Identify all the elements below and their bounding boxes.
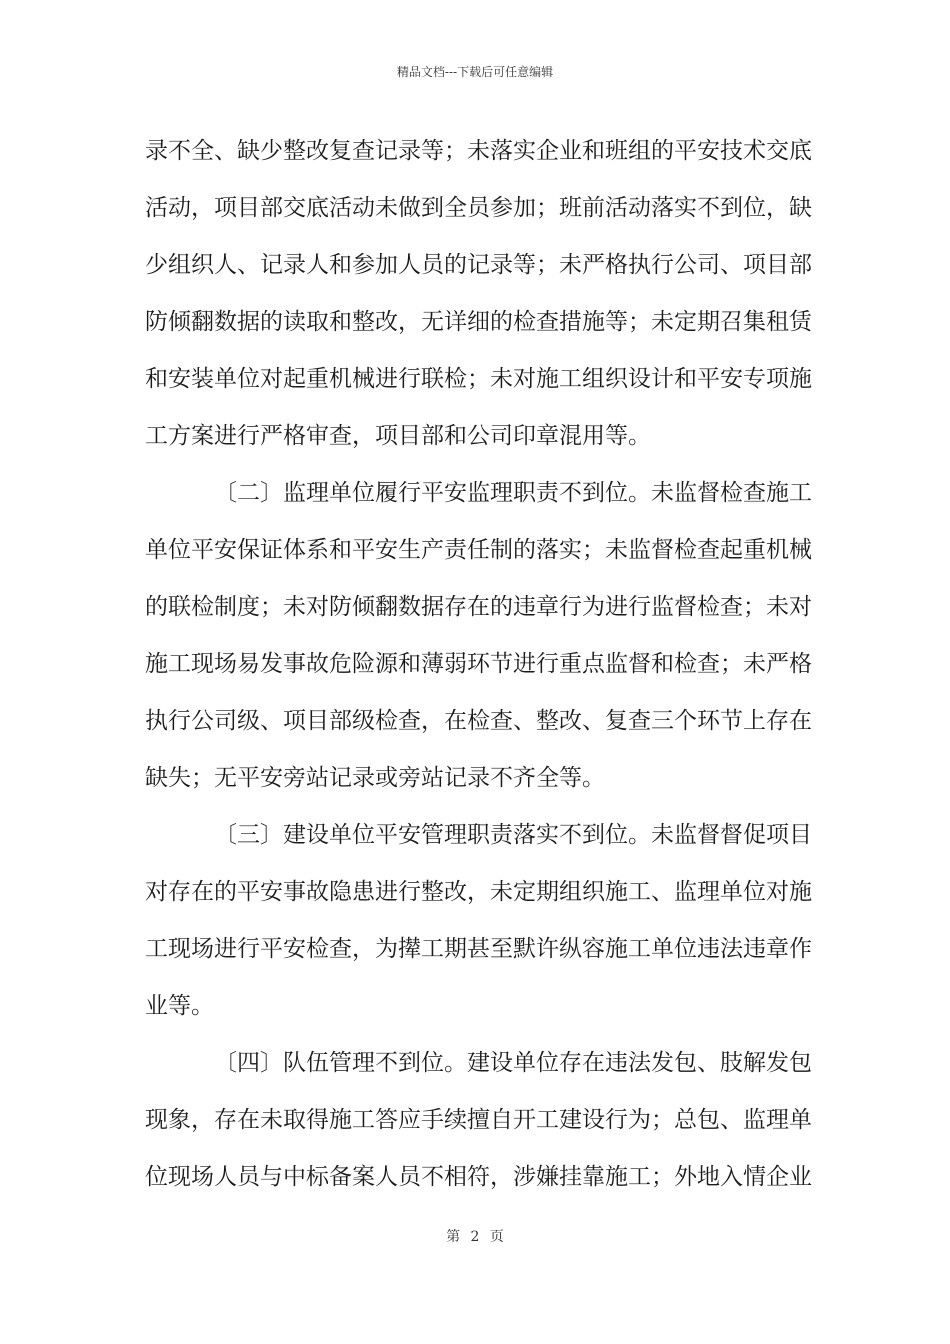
paragraph-start-line: 〔二〕监理单位履行平安监理职责不到位。未监督检查施工 xyxy=(214,480,812,506)
text-line: 活动，项目部交底活动未做到全员参加；班前活动落实不到位，缺 xyxy=(145,195,812,221)
text-line: 缺失；无平安旁站记录或旁站记录不齐全等。 xyxy=(145,765,605,791)
page-label-suffix: 页 xyxy=(489,1229,504,1245)
text-line: 位现场人员与中标备案人员不相符，涉嫌挂靠施工；外地入情企业 xyxy=(145,1164,812,1190)
text-line: 工方案进行严格审查，项目部和公司印章混用等。 xyxy=(145,423,651,449)
text-line: 施工现场易发事故危险源和薄弱环节进行重点监督和检查；未严格 xyxy=(145,651,812,677)
text-line: 少组织人、记录人和参加人员的记录等；未严格执行公司、项目部 xyxy=(145,252,812,278)
text-line: 的联检制度；未对防倾翻数据存在的违章行为进行监督检查；未对 xyxy=(145,594,812,620)
page-label-prefix: 第 xyxy=(446,1229,461,1245)
page-header: 精品文档---下载后可任意编辑 xyxy=(396,65,554,79)
page-footer xyxy=(0,1228,950,1246)
paragraph-start-line: 〔四〕队伍管理不到位。建设单位存在违法发包、肢解发包 xyxy=(214,1050,812,1076)
text-line: 业等。 xyxy=(145,993,214,1019)
text-line: 防倾翻数据的读取和整改，无详细的检查措施等；未定期召集租赁 xyxy=(145,309,812,335)
paragraph-start-line: 〔三〕建设单位平安管理职责落实不到位。未监督督促项目 xyxy=(214,822,812,848)
text-line: 单位平安保证体系和平安生产责任制的落实；未监督检查起重机械 xyxy=(145,537,812,563)
text-line: 对存在的平安事故隐患进行整改，未定期组织施工、监理单位对施 xyxy=(145,879,812,905)
page-number: 2 xyxy=(470,1229,480,1245)
text-line: 工现场进行平安检查，为撵工期甚至默许纵容施工单位违法违章作 xyxy=(145,936,812,962)
text-line: 录不全、缺少整改复查记录等；未落实企业和班组的平安技术交底 xyxy=(145,138,812,164)
text-line: 和安装单位对起重机械进行联检；未对施工组织设计和平安专项施 xyxy=(145,366,812,392)
text-line: 现象，存在未取得施工答应手续擅自开工建设行为；总包、监理单 xyxy=(145,1107,812,1133)
text-line: 执行公司级、项目部级检查，在检查、整改、复查三个环节上存在 xyxy=(145,708,812,734)
